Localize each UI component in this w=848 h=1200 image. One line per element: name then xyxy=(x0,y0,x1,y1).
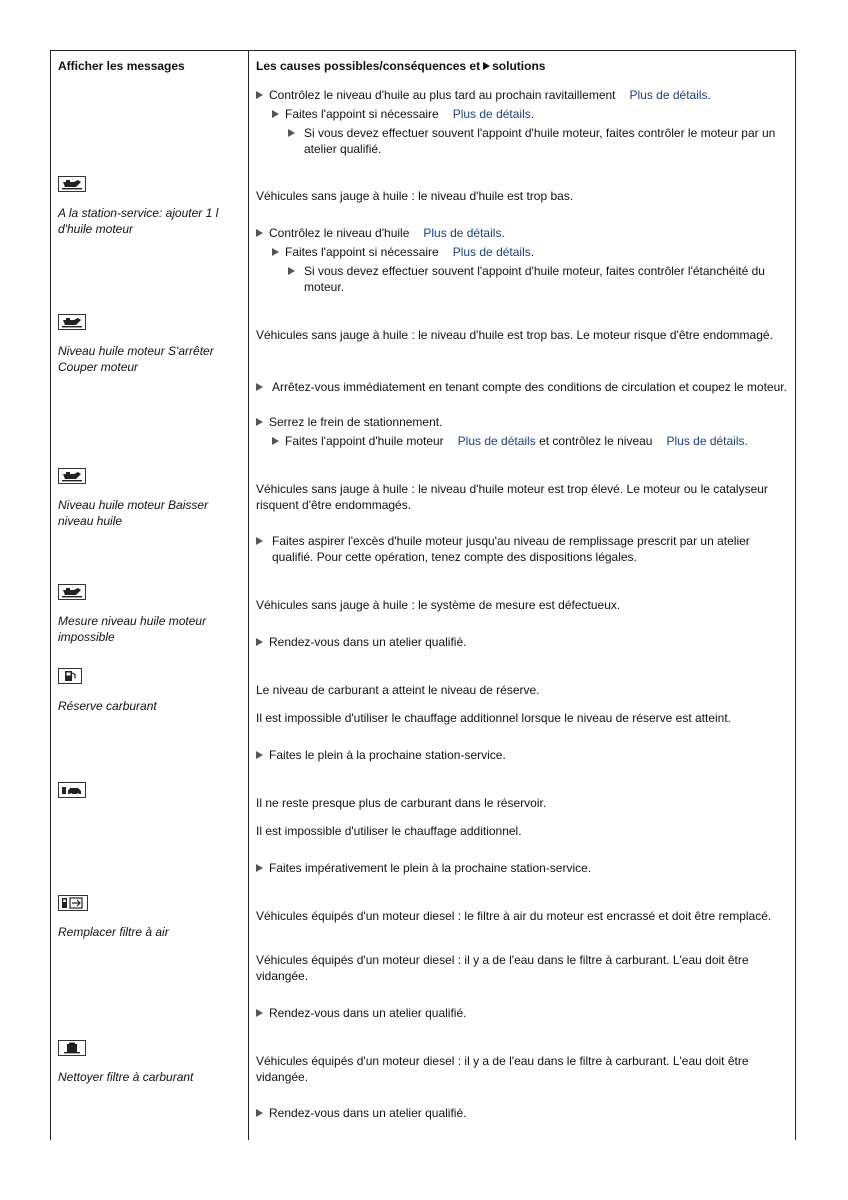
bullet-text: Rendez-vous dans un atelier qualifié. xyxy=(269,1106,467,1120)
oil-can-icon xyxy=(58,176,86,192)
bullet-text: Faites l'appoint si nécessaire xyxy=(285,245,439,259)
bullet-text: Contrôlez le niveau d'huile au plus tard au prochain ravitaillement xyxy=(269,88,616,102)
bullet-text: Rendez-vous dans un atelier qualifié. xyxy=(269,1006,467,1020)
fuel-filter-icon xyxy=(58,1040,86,1056)
triangle-icon xyxy=(272,248,279,256)
details-link[interactable]: Plus de détails xyxy=(457,434,536,448)
triangle-icon xyxy=(256,537,263,545)
list-item: Contrôlez le niveau d'huile au plus tard au prochain ravitaillement Plus de détails. xyxy=(256,87,711,103)
details-link[interactable]: Plus de détails xyxy=(423,226,502,240)
description-text: Il est impossible d'utiliser le chauffage additionnel lorsque le niveau de réserve est atteint. xyxy=(256,711,732,725)
triangle-icon xyxy=(256,383,263,391)
bullet-text: Si vous devez effectuer souvent l'appoint d'huile moteur, faites contrôler le moteur par un atelier qualifié. xyxy=(304,126,776,156)
list-item xyxy=(256,634,466,650)
details-link[interactable]: Plus de détails xyxy=(452,245,531,259)
list-item: Faites l'appoint si nécessaire Plus de détails. xyxy=(272,106,534,122)
bullet-text: Arrêtez-vous immédiatement en tenant compte des conditions de circulation et coupez le moteur. xyxy=(272,380,787,394)
bullet-text: Faites l'appoint si nécessaire xyxy=(285,107,439,121)
message-text: Mesure niveau huile moteur impossible xyxy=(58,614,207,644)
triangle-icon xyxy=(256,638,263,646)
triangle-icon xyxy=(288,129,295,137)
bullet-text: Serrez le frein de stationnement. xyxy=(269,415,443,429)
message-text: Niveau huile moteur S'arrêter Couper moteur xyxy=(58,344,214,374)
list-item: Faites l'appoint d'huile moteur Plus de détails et contrôlez le niveau Plus de détails. xyxy=(272,433,748,449)
description-text: Il ne reste presque plus de carburant dans le réservoir. xyxy=(256,796,547,810)
header-col-causes xyxy=(256,58,545,74)
triangle-icon xyxy=(256,1009,263,1017)
bullet-text: Faites le plein à la prochaine station-service. xyxy=(269,748,506,762)
bullet-text: Si vous devez effectuer souvent l'appoint d'huile moteur, faites contrôler l'étanchéité du moteur. xyxy=(304,264,765,294)
triangle-icon xyxy=(288,267,295,275)
list-item xyxy=(256,379,792,395)
details-link[interactable]: Plus de détails xyxy=(629,88,708,102)
table-border-top xyxy=(50,50,796,51)
fuel-car-icon xyxy=(58,782,86,798)
description-text: Véhicules sans jauge à huile : le niveau d'huile est trop bas. Le moteur risque d'être endommagé. xyxy=(256,328,773,342)
oil-can-icon xyxy=(58,584,86,600)
message-text: Réserve carburant xyxy=(58,699,157,713)
triangle-icon xyxy=(256,864,263,872)
description-text: Véhicules équipés d'un moteur diesel : il y a de l'eau dans le filtre à carburant. L'eau doit être vidangée. xyxy=(256,1054,749,1084)
bullet-text: Rendez-vous dans un atelier qualifié. xyxy=(269,635,467,649)
message-text: Niveau huile moteur Baisser niveau huile xyxy=(58,498,209,528)
list-item xyxy=(256,747,506,763)
triangle-icon xyxy=(256,91,263,99)
description-text: Véhicules équipés d'un moteur diesel : il y a de l'eau dans le filtre à carburant. L'eau doit être vidangée. xyxy=(256,953,749,983)
header-col-messages: Afficher les messages xyxy=(58,59,185,73)
description-text: Véhicules sans jauge à huile : le niveau d'huile est trop bas. xyxy=(256,189,574,203)
list-item xyxy=(256,533,792,565)
oil-can-icon xyxy=(58,314,86,330)
triangle-icon xyxy=(272,437,279,445)
details-link[interactable]: Plus de détails xyxy=(666,434,745,448)
triangle-icon xyxy=(483,62,490,70)
table-border-left xyxy=(50,50,51,1140)
triangle-icon xyxy=(256,751,263,759)
fuel-pump-icon xyxy=(58,668,82,684)
description-text: Véhicules sans jauge à huile : le niveau d'huile moteur est trop élevé. Le moteur ou le catalyseur risquent d'être endommagés. xyxy=(256,482,768,512)
bullet-text: et contrôlez le niveau xyxy=(539,434,653,448)
description-text: Véhicules équipés d'un moteur diesel : le filtre à air du moteur est encrassé et doit être remplacé. xyxy=(256,909,772,923)
details-link[interactable]: Plus de détails xyxy=(452,107,531,121)
header-col-causes-suffix: solutions xyxy=(492,59,546,73)
triangle-icon xyxy=(272,110,279,118)
air-filter-icon xyxy=(58,895,88,911)
message-text: Remplacer filtre à air xyxy=(58,925,169,939)
list-item xyxy=(256,1005,466,1021)
list-item xyxy=(256,860,591,876)
message-text: A la station-service: ajouter 1 l d'huile moteur xyxy=(58,206,219,236)
list-item xyxy=(256,1105,466,1121)
triangle-icon xyxy=(256,229,263,237)
list-item xyxy=(256,414,442,430)
bullet-text: Faites aspirer l'excès d'huile moteur jusqu'au niveau de remplissage prescrit par un atelier qualifié. Pour cette opération, tenez compte des dispositions légales. xyxy=(272,534,750,564)
triangle-icon xyxy=(256,418,263,426)
table-border-right xyxy=(795,50,796,1140)
bullet-text: Faites impérativement le plein à la prochaine station-service. xyxy=(269,861,592,875)
message-text: Nettoyer filtre à carburant xyxy=(58,1070,194,1084)
oil-can-icon xyxy=(58,468,86,484)
list-item xyxy=(288,125,792,157)
list-item: Faites l'appoint si nécessaire Plus de détails. xyxy=(272,244,534,260)
list-item: Contrôlez le niveau d'huile Plus de détails. xyxy=(256,225,505,241)
header-col-causes-prefix: Les causes possibles/conséquences et xyxy=(256,59,481,73)
description-text: Véhicules sans jauge à huile : le système de mesure est défectueux. xyxy=(256,598,621,612)
bullet-text: Faites l'appoint d'huile moteur xyxy=(285,434,444,448)
list-item xyxy=(288,263,792,295)
description-text: Il est impossible d'utiliser le chauffage additionnel. xyxy=(256,824,522,838)
description-text: Le niveau de carburant a atteint le niveau de réserve. xyxy=(256,683,540,697)
bullet-text: Contrôlez le niveau d'huile xyxy=(269,226,410,240)
table-column-divider xyxy=(248,50,249,1140)
triangle-icon xyxy=(256,1109,263,1117)
